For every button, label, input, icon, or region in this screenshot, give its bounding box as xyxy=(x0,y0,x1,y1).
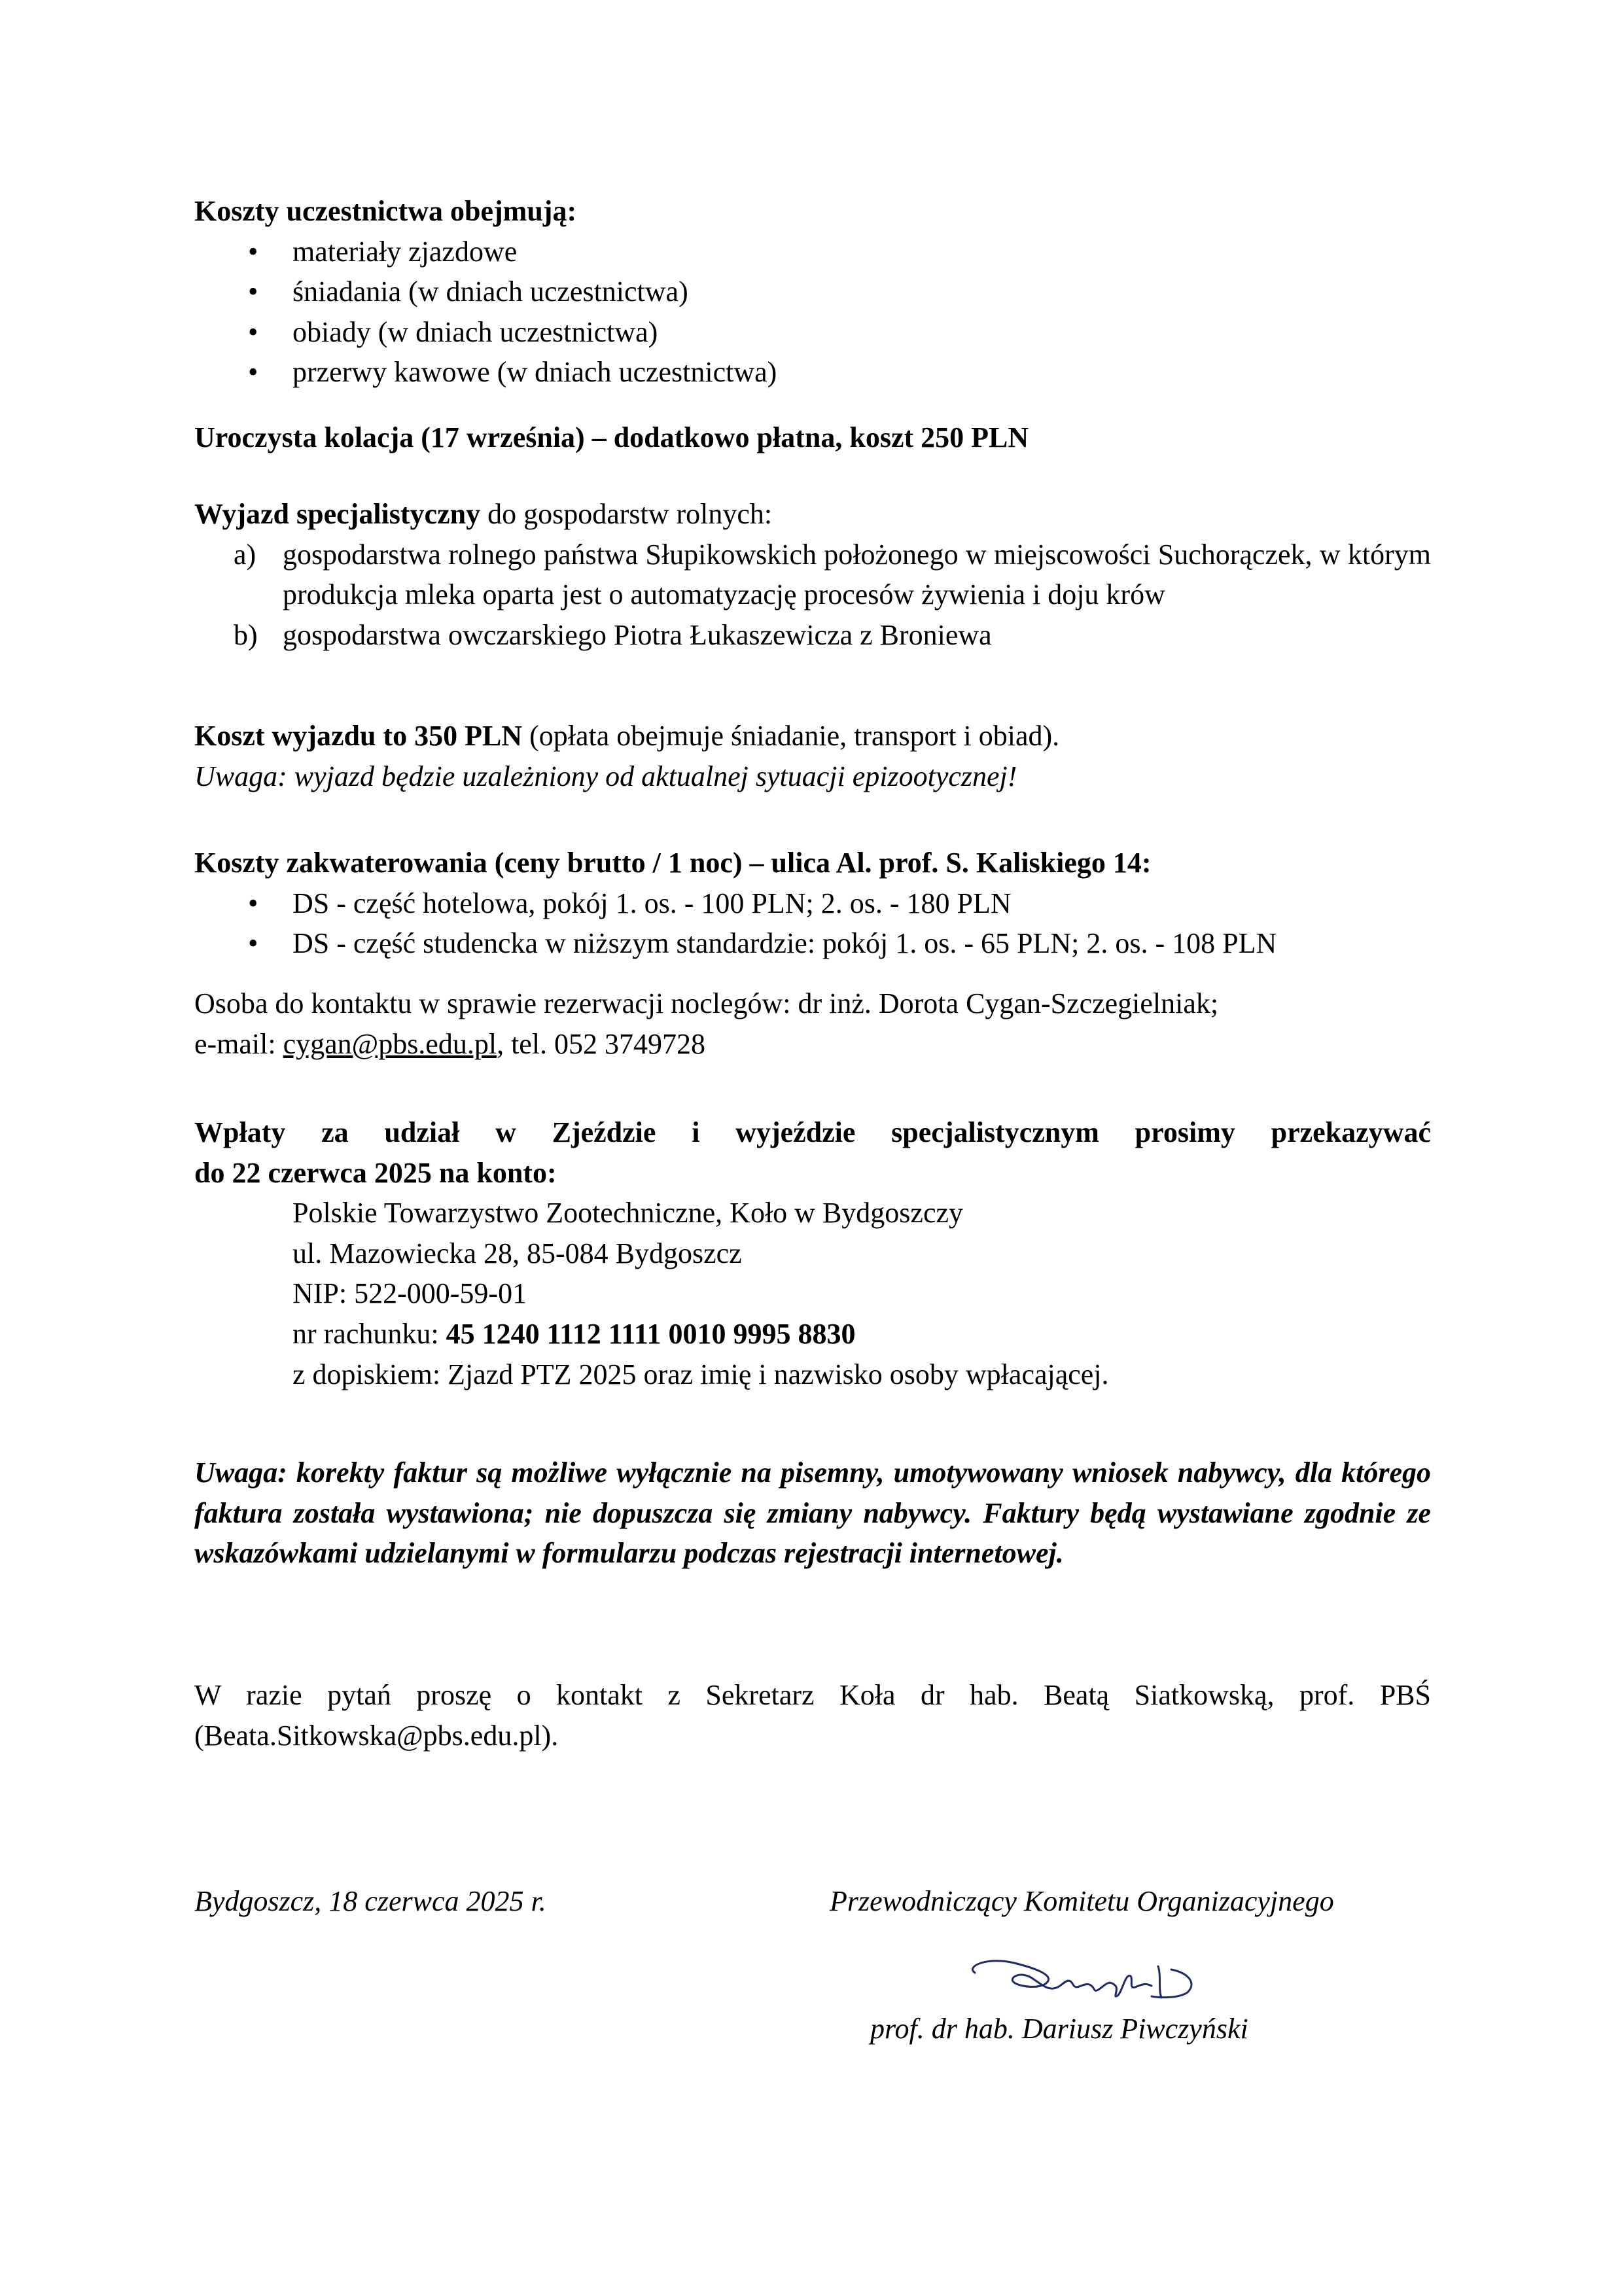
trip-cost: Koszt wyjazdu to 350 PLN (opłata obejmuje śniadanie, transport i obiad). xyxy=(194,720,1060,752)
costs-heading: Koszty uczestnictwa obejmują: xyxy=(194,195,577,227)
place-date: Bydgoszcz, 18 czerwca 2025 r. xyxy=(194,1885,546,1917)
bullet-icon: • xyxy=(248,235,258,268)
bank-address: ul. Mazowiecka 28, 85-084 Bydgoszcz xyxy=(292,1237,742,1269)
accommodation-list xyxy=(194,883,1431,964)
list-item: • przerwy kawowe (w dniach uczestnictwa) xyxy=(194,352,1431,393)
trip-list xyxy=(194,535,1431,656)
list-item: • materiały zjazdowe xyxy=(194,232,1431,272)
questions-text: W razie pytań proszę o kontakt z Sekretarz Koła dr hab. Beatą Siatkowską, prof. PBŚ (Beata.Sitkowska@pbs.edu.pl). xyxy=(194,1679,1431,1752)
list-item: • DS - część hotelowa, pokój 1. os. - 100 PLN; 2. os. - 180 PLN xyxy=(194,883,1431,924)
bullet-icon: • xyxy=(248,356,258,389)
questions-section xyxy=(194,1675,1431,1756)
list-item: b) gospodarstwa owczarskiego Piotra Łukaszewicza z Broniewa xyxy=(234,618,992,651)
signer-role: Przewodniczący Komitetu Organizacyjnego xyxy=(830,1885,1334,1917)
dinner-section xyxy=(194,417,1431,458)
costs-section xyxy=(194,191,1431,393)
list-item: a) gospodarstwa rolnego państwa Słupikowskich położonego w miejscowości Suchorączek, w którym produkcja mleka oparta jest o automatyzację procesów żywienia i doju krów xyxy=(234,538,1431,611)
bullet-icon: • xyxy=(248,315,258,348)
bullet-icon: • xyxy=(248,275,258,308)
payment-section xyxy=(194,1112,1431,1394)
list-item: • DS - część studencka w niższym standardzie: pokój 1. os. - 65 PLN; 2. os. - 108 PLN xyxy=(194,923,1431,964)
email-link[interactable]: cygan@pbs.edu.pl xyxy=(283,1027,497,1060)
trip-cost-section xyxy=(194,716,1431,796)
bullet-icon: • xyxy=(248,927,258,960)
bank-account: nr rachunku: 45 1240 1112 1111 0010 9995 8830 xyxy=(292,1317,856,1350)
costs-list xyxy=(194,232,1431,393)
contact-email-line: e-mail: cygan@pbs.edu.pl, tel. 052 3749728 xyxy=(194,1027,706,1060)
payment-heading: Wpłaty za udział w Zjeździe i wyjeździe specjalistycznym prosimy przekazywać xyxy=(194,1116,1431,1148)
dinner-text: Uroczysta kolacja (17 września) – dodatkowo płatna, koszt 250 PLN xyxy=(194,421,1029,453)
list-item: • śniadania (w dniach uczestnictwa) xyxy=(194,272,1431,312)
payment-deadline: do 22 czerwca 2025 na konto: xyxy=(194,1156,557,1189)
list-item: • obiady (w dniach uczestnictwa) xyxy=(194,312,1431,353)
bullet-icon: • xyxy=(248,887,258,919)
contact-line: Osoba do kontaktu w sprawie rezerwacji noclegów: dr inż. Dorota Cygan-Szczegielniak; xyxy=(194,987,1219,1019)
bank-org: Polskie Towarzystwo Zootechniczne, Koło w Bydgoszczy xyxy=(292,1197,963,1229)
trip-lead: Wyjazd specjalistyczny do gospodarstw rolnych: xyxy=(194,498,773,530)
trip-section xyxy=(194,494,1431,655)
invoice-note: Uwaga: korekty faktur są możliwe wyłącznie na pisemny, umotywowany wniosek nabywcy, dla którego faktura została wystawiona; nie dopuszcza się zmiany nabywcy. Faktury będą wystawiane zgodnie ze wskazówkami udzielanymi w formularzu podczas rejestracji internetowej. xyxy=(194,1457,1431,1570)
accommodation-section xyxy=(194,843,1431,964)
invoice-note-section xyxy=(194,1453,1431,1574)
bank-nip: NIP: 522-000-59-01 xyxy=(292,1277,527,1310)
bank-details xyxy=(194,1193,1431,1394)
contact-section xyxy=(194,983,1431,1064)
bank-memo: z dopiskiem: Zjazd PTZ 2025 oraz imię i nazwisko osoby wpłacającej. xyxy=(292,1358,1109,1390)
signer-name: prof. dr hab. Dariusz Piwczyński xyxy=(870,2013,1248,2045)
accommodation-heading: Koszty zakwaterowania (ceny brutto / 1 noc) – ulica Al. prof. S. Kaliskiego 14: xyxy=(194,847,1152,879)
trip-note: Uwaga: wyjazd będzie uzależniony od aktualnej sytuacji epizootycznej! xyxy=(194,760,1017,792)
